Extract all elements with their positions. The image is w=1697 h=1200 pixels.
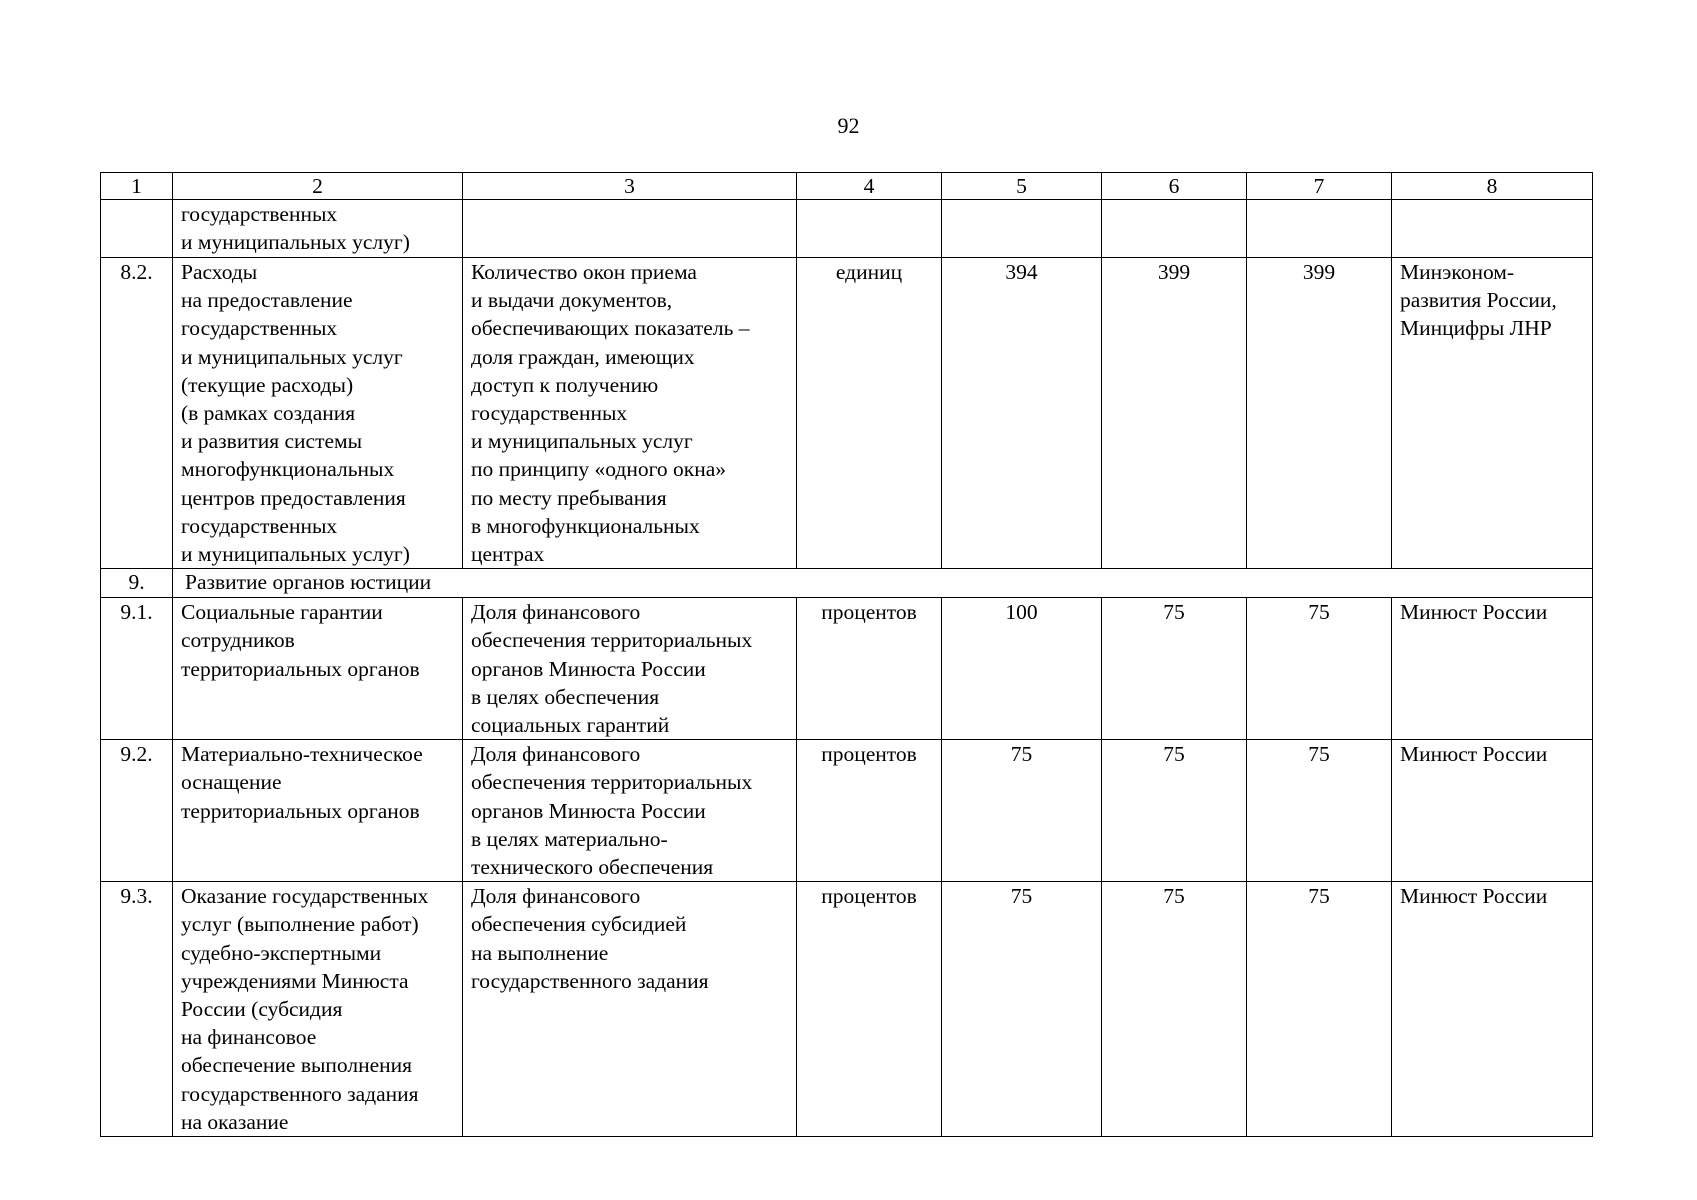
indicator-description [463,200,797,258]
value-col-6: 75 [1102,882,1247,1137]
unit-cell: процентов [797,598,942,740]
value-col-5: 75 [942,740,1102,882]
header-cell-7: 7 [1247,173,1392,200]
indicator-description: Доля финансового обеспечения территориальных органов Минюста России в целях обеспечения социальных гарантий [463,598,797,740]
row-number: 9.3. [101,882,173,1137]
indicator-description: Доля финансового обеспечения территориальных органов Минюста России в целях материально- технического обеспечения [463,740,797,882]
table-row-9-2 [101,740,1593,882]
value-col-5: 75 [942,882,1102,1137]
header-cell-8: 8 [1392,173,1593,200]
table-row-8-2 [101,258,1593,569]
value-col-7: 399 [1247,258,1392,569]
value-col-5: 100 [942,598,1102,740]
row-number: 8.2. [101,258,173,569]
header-cell-6: 6 [1102,173,1247,200]
indicator-description: Доля финансового обеспечения субсидией на выполнение государственного задания [463,882,797,1137]
value-col-7 [1247,200,1392,258]
expense-description: государственных и муниципальных услуг) [173,200,463,258]
expense-description: Оказание государственных услуг (выполнение работ) судебно-экспертными учреждениями Минюста России (субсидия на финансовое обеспечение выполнения государственного задания на оказание [173,882,463,1137]
responsible-agency: Минюст России [1392,598,1593,740]
row-number [101,200,173,258]
unit-cell: процентов [797,882,942,1137]
value-col-6 [1102,200,1247,258]
header-cell-3: 3 [463,173,797,200]
value-col-6: 75 [1102,598,1247,740]
responsible-agency: Минэконом- развития России, Минцифры ЛНР [1392,258,1593,569]
responsible-agency [1392,200,1593,258]
expense-description: Расходы на предоставление государственных и муниципальных услуг (текущие расходы) (в рамках создания и развития системы многофункциональных центров предоставления государственных и муниципальных услуг) [173,258,463,569]
section-row-9 [101,569,1593,598]
header-cell-1: 1 [101,173,173,200]
value-col-7: 75 [1247,598,1392,740]
row-number: 9.2. [101,740,173,882]
expense-description: Социальные гарантии сотрудников территориальных органов [173,598,463,740]
row-number: 9.1. [101,598,173,740]
section-title: Развитие органов юстиции [173,569,1593,598]
value-col-6: 399 [1102,258,1247,569]
value-col-6: 75 [1102,740,1247,882]
page-number: 92 [837,113,860,138]
table-row-9-1 [101,598,1593,740]
unit-cell [797,200,942,258]
indicator-description: Количество окон приема и выдачи документов, обеспечивающих показатель – доля граждан, имеющих доступ к получению государственных и муниципальных услуг по принципу «одного окна» по месту пребывания в многофункциональных центрах [463,258,797,569]
header-cell-4: 4 [797,173,942,200]
unit-cell: процентов [797,740,942,882]
budget-table [100,172,1593,1137]
unit-cell: единиц [797,258,942,569]
header-cell-2: 2 [173,173,463,200]
value-col-7: 75 [1247,740,1392,882]
expense-description: Материально-техническое оснащение территориальных органов [173,740,463,882]
value-col-5 [942,200,1102,258]
table-row-9-3 [101,882,1593,1137]
value-col-7: 75 [1247,882,1392,1137]
header-row [101,173,1593,200]
responsible-agency: Минюст России [1392,740,1593,882]
section-number: 9. [101,569,173,598]
continuation-row [101,200,1593,258]
header-cell-5: 5 [942,173,1102,200]
value-col-5: 394 [942,258,1102,569]
responsible-agency: Минюст России [1392,882,1593,1137]
